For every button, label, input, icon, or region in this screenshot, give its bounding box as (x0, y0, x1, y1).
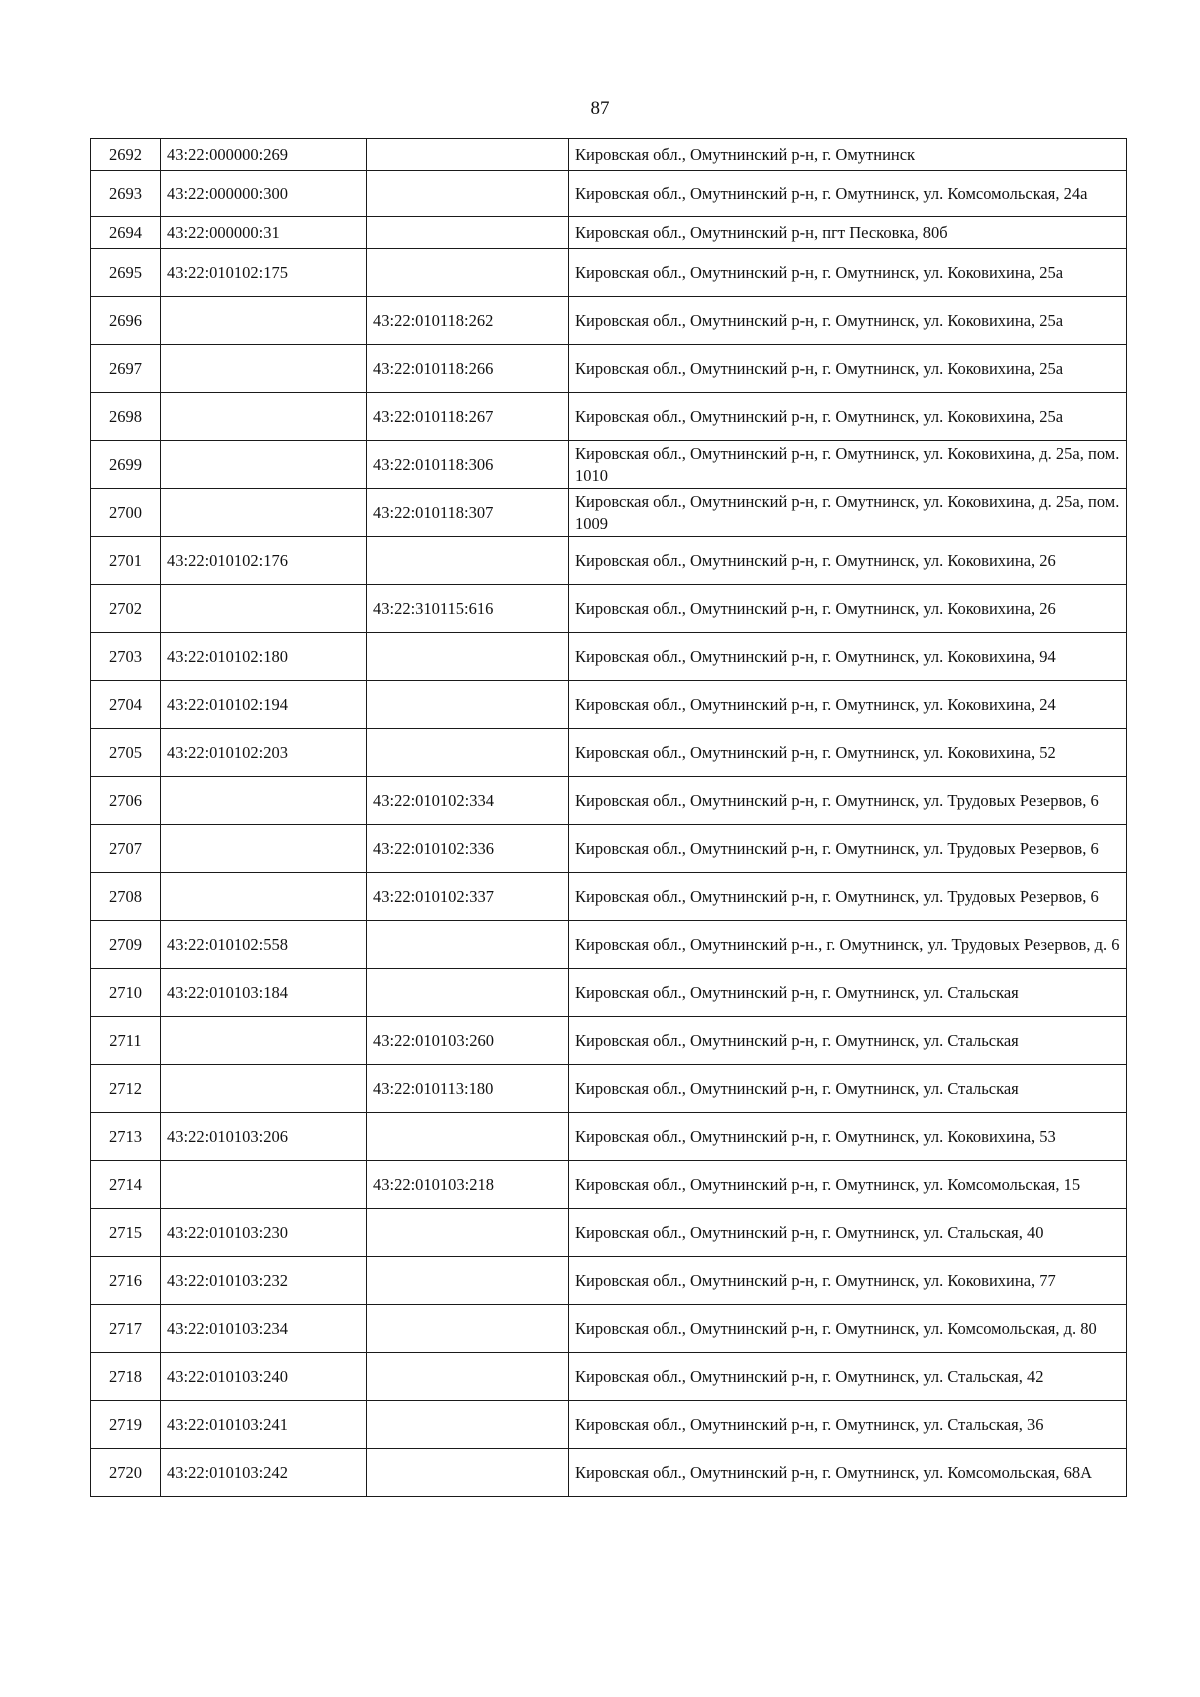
object-cadastral-number-cell: 43:22:010118:262 (367, 297, 569, 345)
address-cell: Кировская обл., Омутнинский р-н, г. Омутнинск, ул. Коковихина, 25а (569, 345, 1127, 393)
row-number-cell: 2712 (91, 1065, 161, 1113)
table-row (91, 1401, 1127, 1449)
table-row (91, 1161, 1127, 1209)
row-number-cell: 2706 (91, 777, 161, 825)
address-cell: Кировская обл., Омутнинский р-н, г. Омутнинск, ул. Комсомольская, 15 (569, 1161, 1127, 1209)
object-cadastral-number-cell: 43:22:310115:616 (367, 585, 569, 633)
land-cadastral-number-cell: 43:22:000000:31 (161, 217, 367, 249)
land-cadastral-number-cell (161, 1065, 367, 1113)
object-cadastral-number-cell (367, 1401, 569, 1449)
row-number-cell: 2710 (91, 969, 161, 1017)
row-number-cell: 2715 (91, 1209, 161, 1257)
address-cell: Кировская обл., Омутнинский р-н, г. Омутнинск, ул. Коковихина, 94 (569, 633, 1127, 681)
land-cadastral-number-cell (161, 1017, 367, 1065)
land-cadastral-number-cell: 43:22:010102:175 (161, 249, 367, 297)
address-cell: Кировская обл., Омутнинский р-н, г. Омутнинск, ул. Коковихина, д. 25а, пом. 1010 (569, 441, 1127, 489)
row-number-cell: 2699 (91, 441, 161, 489)
object-cadastral-number-cell: 43:22:010118:306 (367, 441, 569, 489)
address-cell: Кировская обл., Омутнинский р-н, г. Омутнинск, ул. Трудовых Резервов, 6 (569, 825, 1127, 873)
address-cell: Кировская обл., Омутнинский р-н, г. Омутнинск, ул. Стальская, 36 (569, 1401, 1127, 1449)
land-cadastral-number-cell: 43:22:010103:240 (161, 1353, 367, 1401)
address-cell: Кировская обл., Омутнинский р-н, г. Омутнинск, ул. Коковихина, 53 (569, 1113, 1127, 1161)
land-cadastral-number-cell (161, 393, 367, 441)
object-cadastral-number-cell: 43:22:010102:334 (367, 777, 569, 825)
address-cell: Кировская обл., Омутнинский р-н, г. Омутнинск, ул. Комсомольская, д. 80 (569, 1305, 1127, 1353)
table-row (91, 297, 1127, 345)
table-row (91, 873, 1127, 921)
land-cadastral-number-cell: 43:22:010102:180 (161, 633, 367, 681)
table-row (91, 1113, 1127, 1161)
table-row (91, 1209, 1127, 1257)
land-cadastral-number-cell (161, 777, 367, 825)
address-cell: Кировская обл., Омутнинский р-н, пгт Песковка, 80б (569, 217, 1127, 249)
row-number-cell: 2697 (91, 345, 161, 393)
row-number-cell: 2709 (91, 921, 161, 969)
table-row (91, 1065, 1127, 1113)
address-cell: Кировская обл., Омутнинский р-н., г. Омутнинск, ул. Трудовых Резервов, д. 6 (569, 921, 1127, 969)
object-cadastral-number-cell (367, 969, 569, 1017)
registry-table (90, 138, 1127, 1497)
row-number-cell: 2698 (91, 393, 161, 441)
land-cadastral-number-cell: 43:22:010102:203 (161, 729, 367, 777)
land-cadastral-number-cell: 43:22:000000:269 (161, 139, 367, 171)
row-number-cell: 2713 (91, 1113, 161, 1161)
object-cadastral-number-cell: 43:22:010118:307 (367, 489, 569, 537)
address-cell: Кировская обл., Омутнинский р-н, г. Омутнинск, ул. Коковихина, 26 (569, 537, 1127, 585)
address-cell: Кировская обл., Омутнинский р-н, г. Омутнинск, ул. Стальская (569, 1017, 1127, 1065)
object-cadastral-number-cell: 43:22:010113:180 (367, 1065, 569, 1113)
table-row (91, 537, 1127, 585)
table-row (91, 1017, 1127, 1065)
table-row (91, 585, 1127, 633)
row-number-cell: 2711 (91, 1017, 161, 1065)
land-cadastral-number-cell: 43:22:000000:300 (161, 171, 367, 217)
address-cell: Кировская обл., Омутнинский р-н, г. Омутнинск, ул. Стальская (569, 969, 1127, 1017)
table-row (91, 1449, 1127, 1497)
address-cell: Кировская обл., Омутнинский р-н, г. Омутнинск, ул. Коковихина, 24 (569, 681, 1127, 729)
land-cadastral-number-cell: 43:22:010103:234 (161, 1305, 367, 1353)
row-number-cell: 2696 (91, 297, 161, 345)
row-number-cell: 2704 (91, 681, 161, 729)
land-cadastral-number-cell: 43:22:010103:242 (161, 1449, 367, 1497)
object-cadastral-number-cell (367, 139, 569, 171)
land-cadastral-number-cell (161, 297, 367, 345)
land-cadastral-number-cell (161, 489, 367, 537)
land-cadastral-number-cell (161, 873, 367, 921)
page-number: 87 (590, 98, 610, 119)
land-cadastral-number-cell (161, 345, 367, 393)
land-cadastral-number-cell: 43:22:010102:194 (161, 681, 367, 729)
table-row (91, 1257, 1127, 1305)
address-cell: Кировская обл., Омутнинский р-н, г. Омутнинск, ул. Стальская, 40 (569, 1209, 1127, 1257)
row-number-cell: 2714 (91, 1161, 161, 1209)
land-cadastral-number-cell: 43:22:010103:206 (161, 1113, 367, 1161)
table-row (91, 171, 1127, 217)
address-cell: Кировская обл., Омутнинский р-н, г. Омутнинск, ул. Коковихина, 26 (569, 585, 1127, 633)
row-number-cell: 2716 (91, 1257, 161, 1305)
row-number-cell: 2695 (91, 249, 161, 297)
address-cell: Кировская обл., Омутнинский р-н, г. Омутнинск, ул. Стальская (569, 1065, 1127, 1113)
row-number-cell: 2717 (91, 1305, 161, 1353)
land-cadastral-number-cell (161, 825, 367, 873)
address-cell: Кировская обл., Омутнинский р-н, г. Омутнинск, ул. Коковихина, 77 (569, 1257, 1127, 1305)
object-cadastral-number-cell: 43:22:010102:336 (367, 825, 569, 873)
object-cadastral-number-cell: 43:22:010103:260 (367, 1017, 569, 1065)
table-row (91, 393, 1127, 441)
table-row (91, 217, 1127, 249)
row-number-cell: 2718 (91, 1353, 161, 1401)
land-cadastral-number-cell (161, 1161, 367, 1209)
address-cell: Кировская обл., Омутнинский р-н, г. Омутнинск, ул. Коковихина, 25а (569, 249, 1127, 297)
address-cell: Кировская обл., Омутнинский р-н, г. Омутнинск, ул. Стальская, 42 (569, 1353, 1127, 1401)
object-cadastral-number-cell: 43:22:010118:267 (367, 393, 569, 441)
table-row (91, 633, 1127, 681)
row-number-cell: 2694 (91, 217, 161, 249)
row-number-cell: 2692 (91, 139, 161, 171)
object-cadastral-number-cell (367, 249, 569, 297)
object-cadastral-number-cell (367, 537, 569, 585)
address-cell: Кировская обл., Омутнинский р-н, г. Омутнинск, ул. Коковихина, д. 25а, пом. 1009 (569, 489, 1127, 537)
row-number-cell: 2708 (91, 873, 161, 921)
object-cadastral-number-cell (367, 217, 569, 249)
table-row (91, 777, 1127, 825)
table-row (91, 681, 1127, 729)
row-number-cell: 2720 (91, 1449, 161, 1497)
land-cadastral-number-cell: 43:22:010102:176 (161, 537, 367, 585)
address-cell: Кировская обл., Омутнинский р-н, г. Омутнинск (569, 139, 1127, 171)
object-cadastral-number-cell (367, 1353, 569, 1401)
row-number-cell: 2702 (91, 585, 161, 633)
table-row (91, 1305, 1127, 1353)
address-cell: Кировская обл., Омутнинский р-н, г. Омутнинск, ул. Коковихина, 25а (569, 393, 1127, 441)
row-number-cell: 2700 (91, 489, 161, 537)
object-cadastral-number-cell: 43:22:010103:218 (367, 1161, 569, 1209)
object-cadastral-number-cell (367, 1209, 569, 1257)
table-row (91, 825, 1127, 873)
object-cadastral-number-cell: 43:22:010118:266 (367, 345, 569, 393)
table-row (91, 1353, 1127, 1401)
table-row (91, 139, 1127, 171)
object-cadastral-number-cell (367, 729, 569, 777)
land-cadastral-number-cell (161, 441, 367, 489)
table-row (91, 921, 1127, 969)
address-cell: Кировская обл., Омутнинский р-н, г. Омутнинск, ул. Трудовых Резервов, 6 (569, 777, 1127, 825)
row-number-cell: 2703 (91, 633, 161, 681)
object-cadastral-number-cell (367, 1305, 569, 1353)
object-cadastral-number-cell (367, 171, 569, 217)
land-cadastral-number-cell: 43:22:010103:232 (161, 1257, 367, 1305)
address-cell: Кировская обл., Омутнинский р-н, г. Омутнинск, ул. Коковихина, 25а (569, 297, 1127, 345)
table-row (91, 489, 1127, 537)
object-cadastral-number-cell (367, 921, 569, 969)
row-number-cell: 2707 (91, 825, 161, 873)
land-cadastral-number-cell: 43:22:010103:184 (161, 969, 367, 1017)
row-number-cell: 2705 (91, 729, 161, 777)
table-row (91, 249, 1127, 297)
table-row (91, 441, 1127, 489)
row-number-cell: 2701 (91, 537, 161, 585)
table-row (91, 729, 1127, 777)
object-cadastral-number-cell (367, 1449, 569, 1497)
land-cadastral-number-cell: 43:22:010103:241 (161, 1401, 367, 1449)
row-number-cell: 2719 (91, 1401, 161, 1449)
address-cell: Кировская обл., Омутнинский р-н, г. Омутнинск, ул. Комсомольская, 68А (569, 1449, 1127, 1497)
address-cell: Кировская обл., Омутнинский р-н, г. Омутнинск, ул. Коковихина, 52 (569, 729, 1127, 777)
land-cadastral-number-cell: 43:22:010103:230 (161, 1209, 367, 1257)
object-cadastral-number-cell (367, 1257, 569, 1305)
address-cell: Кировская обл., Омутнинский р-н, г. Омутнинск, ул. Трудовых Резервов, 6 (569, 873, 1127, 921)
table-row (91, 969, 1127, 1017)
land-cadastral-number-cell (161, 585, 367, 633)
object-cadastral-number-cell: 43:22:010102:337 (367, 873, 569, 921)
address-cell: Кировская обл., Омутнинский р-н, г. Омутнинск, ул. Комсомольская, 24а (569, 171, 1127, 217)
object-cadastral-number-cell (367, 1113, 569, 1161)
land-cadastral-number-cell: 43:22:010102:558 (161, 921, 367, 969)
object-cadastral-number-cell (367, 681, 569, 729)
registry-table-body (91, 139, 1127, 1497)
object-cadastral-number-cell (367, 633, 569, 681)
table-row (91, 345, 1127, 393)
row-number-cell: 2693 (91, 171, 161, 217)
